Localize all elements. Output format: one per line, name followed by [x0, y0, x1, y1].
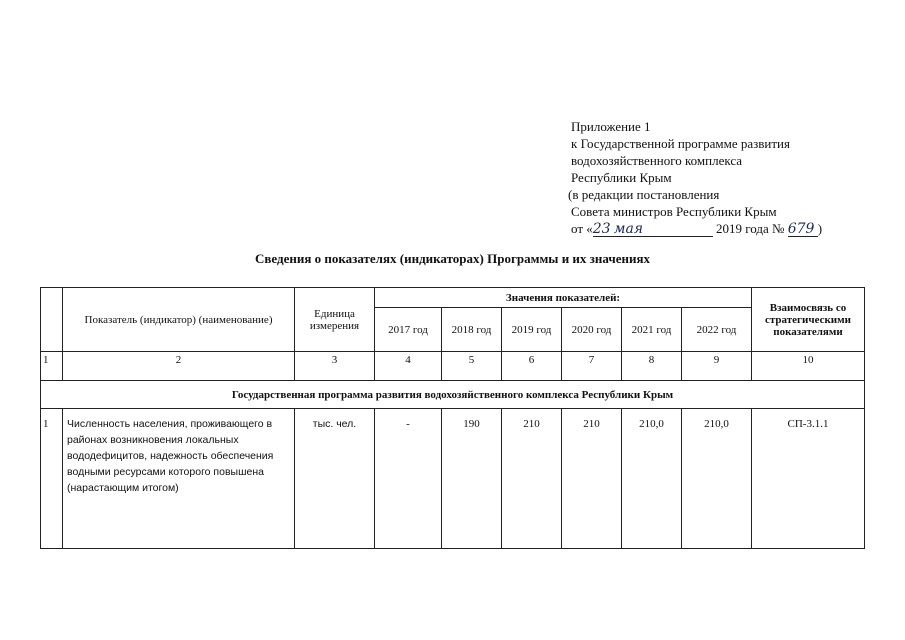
column-number: 6 [502, 352, 562, 381]
header-relation: Взаимосвязь со стратегическими показателями [752, 288, 865, 352]
column-number: 7 [562, 352, 622, 381]
row-value-2018: 190 [442, 409, 502, 549]
row-value-2019: 210 [502, 409, 562, 549]
header-year: 2020 год [562, 308, 622, 352]
column-number: 5 [442, 352, 502, 381]
annex-line-2: к Государственной программе развития [571, 136, 790, 151]
annex-line-4: Республики Крым [571, 170, 672, 185]
column-number: 4 [375, 352, 442, 381]
row-value-2020: 210 [562, 409, 622, 549]
row-unit: тыс. чел. [295, 409, 375, 549]
header-year: 2017 год [375, 308, 442, 352]
row-value-2022: 210,0 [682, 409, 752, 549]
column-number: 1 [41, 352, 63, 381]
column-number: 9 [682, 352, 752, 381]
column-number: 8 [622, 352, 682, 381]
column-number: 3 [295, 352, 375, 381]
header-year: 2021 год [622, 308, 682, 352]
header-indicator: Показатель (индикатор) (наименование) [63, 288, 295, 352]
header-num-blank [41, 288, 63, 352]
row-value-2021: 210,0 [622, 409, 682, 549]
row-value-2017: - [375, 409, 442, 549]
header-year: 2019 год [502, 308, 562, 352]
annex-line-6: Совета министров Республики Крым [571, 204, 777, 219]
table-row [41, 409, 865, 549]
annex-header [568, 118, 823, 237]
column-number: 10 [752, 352, 865, 381]
header-values-group: Значения показателей: [375, 288, 752, 308]
section-title: Государственная программа развития водохозяйственного комплекса Республики Крым [41, 381, 865, 409]
date-year-text: 2019 года № [716, 221, 785, 236]
handwritten-date [593, 222, 713, 237]
annex-line-1: Приложение 1 [571, 119, 651, 134]
date-prefix: от « [571, 221, 593, 236]
handwritten-number: 679 [787, 221, 815, 237]
handwritten-day: 23 [592, 221, 611, 237]
document-title: Сведения о показателях (индикаторах) Программы и их значениях [254, 251, 650, 266]
header-year: 2022 год [682, 308, 752, 352]
annex-date-line: от «23 мая 2019 года № 679 ) [571, 221, 823, 237]
indicators-table [40, 287, 865, 549]
row-num: 1 [41, 409, 63, 549]
row-relation: СП-3.1.1 [752, 409, 865, 549]
annex-line-3: водохозяйственного комплекса [571, 153, 743, 168]
header-year: 2018 год [442, 308, 502, 352]
handwritten-number-field [788, 222, 818, 237]
annex-line-5: (в редакции постановления [568, 187, 720, 202]
column-number: 2 [63, 352, 295, 381]
row-indicator-name: Численность населения, проживающего в районах возникновения локальных вододефицитов, надежность обеспечения водными ресурсами которого повышена (нарастающим итогом) [63, 409, 295, 549]
header-unit: Единица измерения [295, 288, 375, 352]
handwritten-month: мая [613, 221, 644, 237]
